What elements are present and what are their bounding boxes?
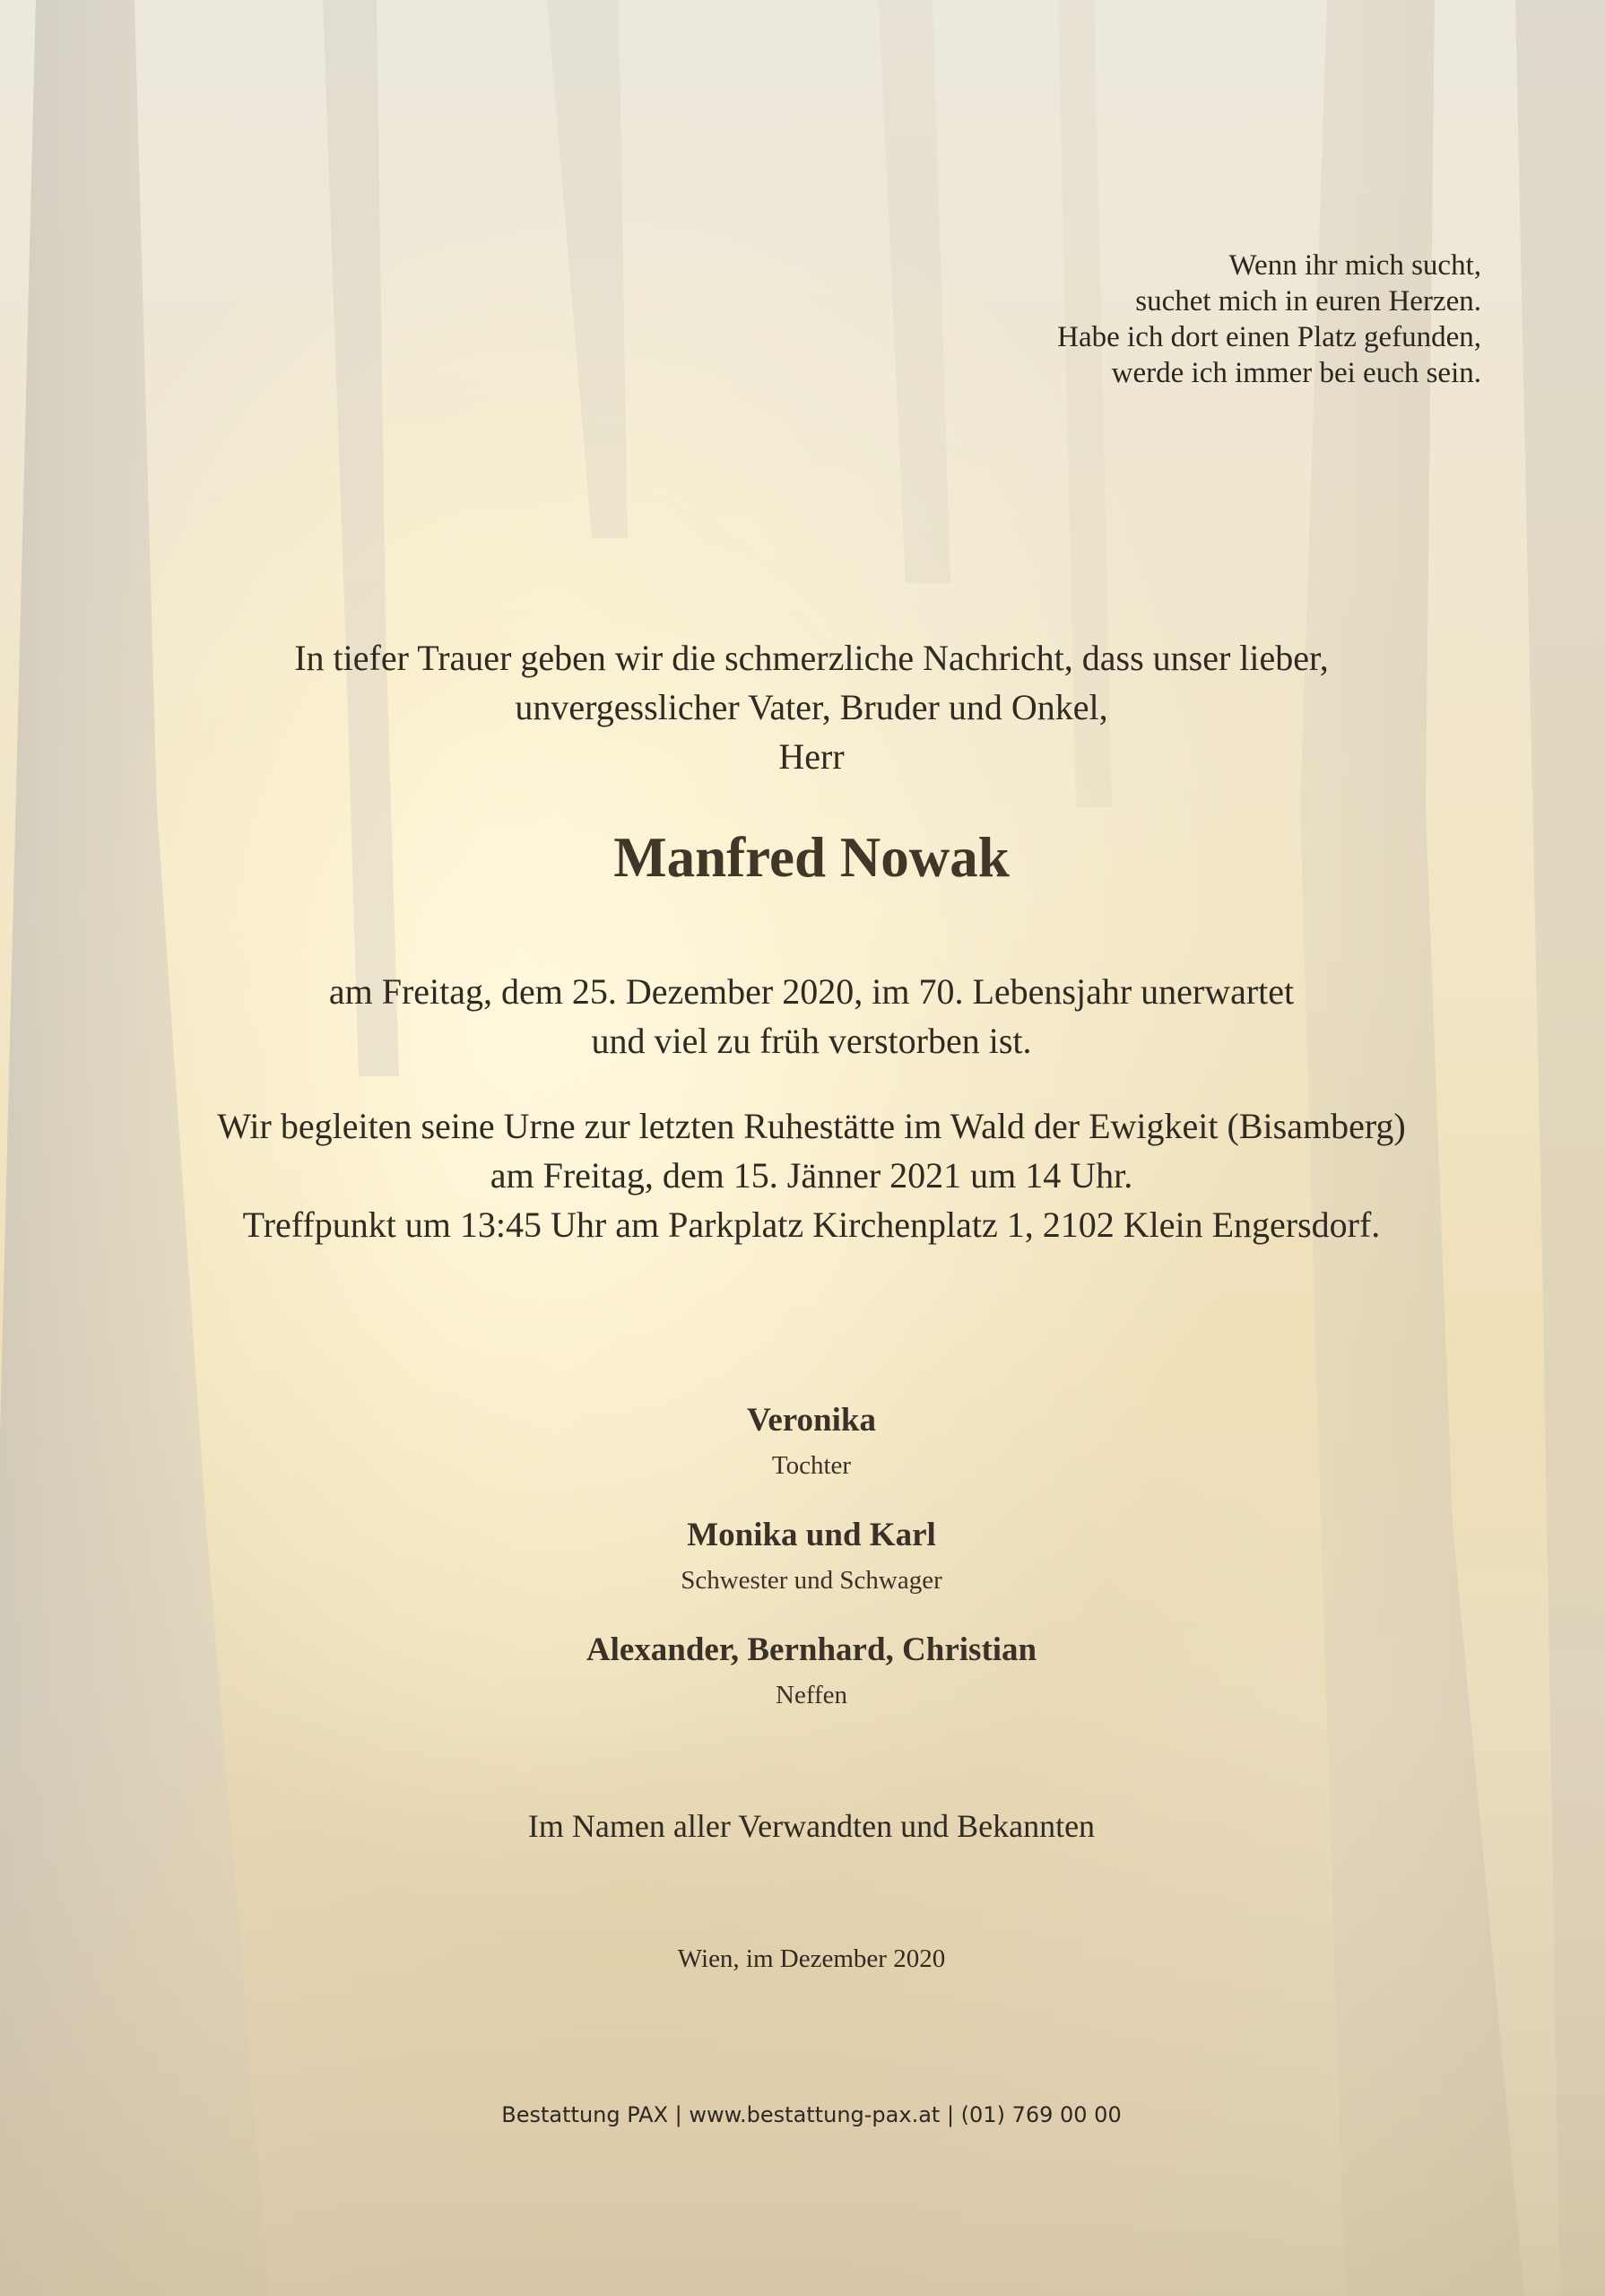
motto-line: Wenn ihr mich sucht,	[1228, 249, 1481, 282]
deceased-name: Manfred Nowak	[613, 826, 1010, 889]
announcement-line: Herr	[778, 736, 845, 777]
service-details	[0, 1101, 1605, 1249]
mourner-relation: Schwester und Schwager	[681, 1566, 942, 1595]
mourner-relation: Neffen	[776, 1681, 847, 1709]
announcement-line: In tiefer Trauer geben wir die schmerzliche Nachricht, dass unser lieber,	[294, 638, 1329, 678]
place-date: Wien, im Dezember 2020	[677, 1944, 946, 1973]
death-notice-line: am Freitag, dem 25. Dezember 2020, im 70. Lebensjahr unerwartet	[328, 971, 1295, 1012]
mourner-name: Alexander, Bernhard, Christian	[586, 1631, 1037, 1668]
mourner-relation: Tochter	[771, 1451, 852, 1480]
motto-line: Habe ich dort einen Platz gefunden,	[1057, 321, 1481, 353]
death-notice-line: und viel zu früh verstorben ist.	[591, 1021, 1032, 1061]
motto-line: werde ich immer bei euch sein.	[1111, 357, 1481, 389]
service-line: Treffpunkt um 13:45 Uhr am Parkplatz Kirchenplatz 1, 2102 Klein Engersdorf.	[242, 1205, 1381, 1245]
motto-poem	[1057, 248, 1481, 391]
death-notice	[0, 967, 1605, 1065]
announcement	[0, 633, 1605, 781]
motto-line: suchet mich in euren Herzen.	[1135, 285, 1481, 317]
mourner-name: Monika und Karl	[687, 1517, 936, 1553]
mourner-name: Veronika	[747, 1402, 876, 1439]
service-line: am Freitag, dem 15. Jänner 2021 um 14 Uhr.	[490, 1155, 1133, 1196]
funeral-home-footer: Bestattung PAX | www.bestattung-pax.at | (01) 769 00 00	[501, 2102, 1122, 2127]
announcement-line: unvergesslicher Vater, Bruder und Onkel,	[515, 687, 1108, 727]
closing-line: Im Namen aller Verwandten und Bekannten	[527, 1808, 1096, 1844]
service-line: Wir begleiten seine Urne zur letzten Ruhestätte im Wald der Ewigkeit (Bisamberg)	[217, 1106, 1406, 1146]
